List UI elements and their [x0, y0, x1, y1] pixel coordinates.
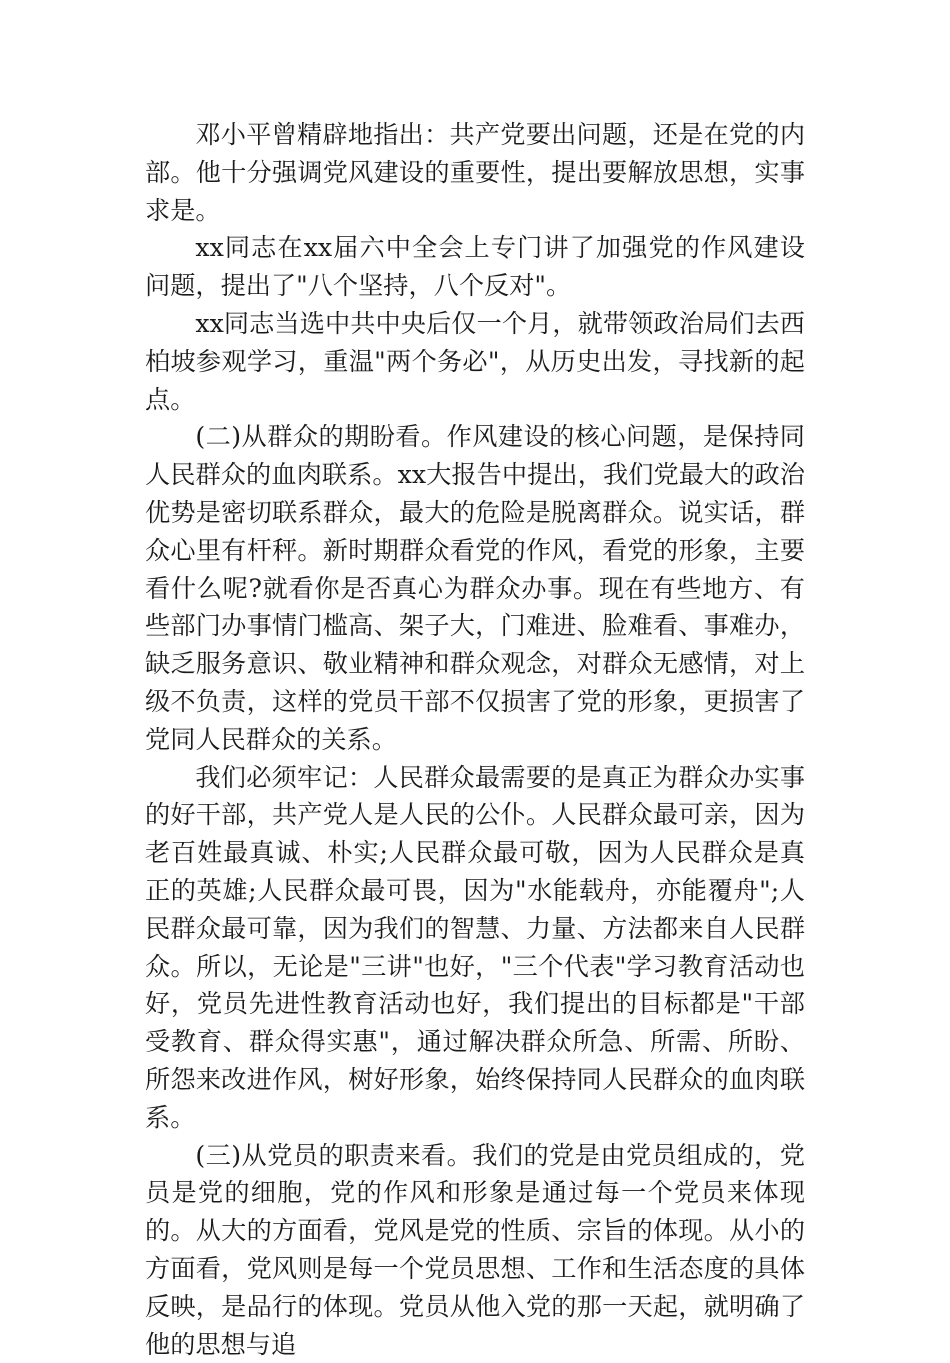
document-body: [145, 116, 805, 1363]
paragraph-1: 邓小平曾精辟地指出：共产党要出问题，还是在党的内部。他十分强调党风建设的重要性，提出要解放思想，实事求是。: [145, 120, 805, 225]
paragraph-6: (三)从党员的职责来看。我们的党是由党员组成的，党员是党的细胞，党的作风和形象是通过每一个党员来体现的。从大的方面看，党风是党的性质、宗旨的体现。从小的方面看，党风则是每一个党员思想、工作和生活态度的具体反映，是品行的体现。党员从他入党的那一天起，就明确了他的思想与追: [145, 1140, 805, 1359]
paragraph-2: xx同志在xx届六中全会上专门讲了加强党的作风建设问题，提出了"八个坚持，八个反对"。: [145, 233, 805, 301]
paragraph-3: xx同志当选中共中央后仅一个月，就带领政治局们去西柏坡参观学习，重温"两个务必"，从历史出发，寻找新的起点。: [145, 308, 805, 414]
paragraph-5: 我们必须牢记：人民群众最需要的是真正为群众办实事的好干部，共产党人是人民的公仆。人民群众最可亲，因为老百姓最真诚、朴实;人民群众最可敬，因为人民群众是真正的英雄;人民群众最可畏，因为"水能载舟，亦能覆舟";人民群众最可靠，因为我们的智慧、力量、方法都来自人民群众。所以，无论是"三讲"也好，"三个代表"学习教育活动也好，党员先进性教育活动也好，我们提出的目标都是"干部受教育、群众得实惠"，通过解决群众所急、所需、所盼、所怨来改进作风，树好形象，始终保持同人民群众的血肉联系。: [145, 762, 805, 1132]
paragraph-4: (二)从群众的期盼看。作风建设的核心问题，是保持同人民群众的血肉联系。xx大报告中提出，我们党最大的政治优势是密切联系群众，最大的危险是脱离群众。说实话，群众心里有杆秤。新时期群众看党的作风，看党的形象，主要看什么呢?就看你是否真心为群众办事。现在有些地方、有些部门办事情门槛高、架子大，门难进、脸难看、事难办，缺乏服务意识、敬业精神和群众观念，对群众无感情，对上级不负责，这样的党员干部不仅损害了党的形象，更损害了党同人民群众的关系。: [145, 422, 805, 754]
